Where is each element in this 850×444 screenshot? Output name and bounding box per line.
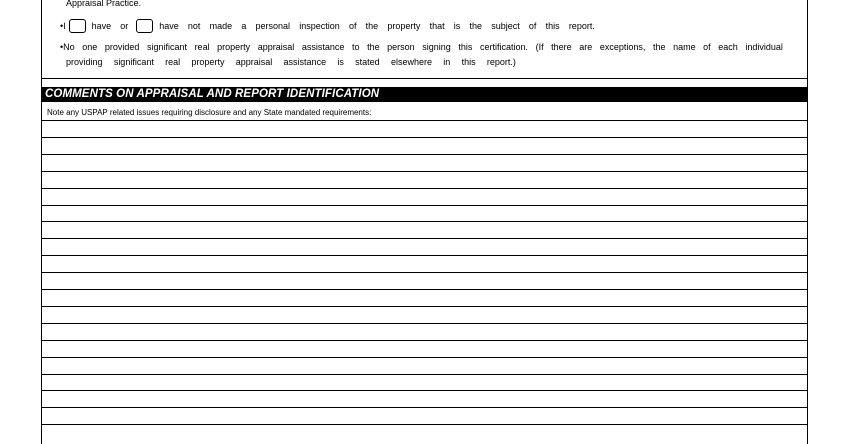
statement-word: appraisal [235,57,273,67]
statement-word: property [217,42,251,52]
statement-word: of [703,42,711,52]
section-header: COMMENTS ON APPRAISAL AND REPORT IDENTIFICATION [41,87,808,102]
statement-word: stated [355,57,380,67]
statement-word: in [443,57,451,67]
statement-word: that [429,21,445,31]
comment-line[interactable] [41,120,808,121]
have-or-text: have or [91,21,129,31]
statement-word: real [194,42,210,52]
statement-word: provided [104,42,140,52]
statement-word: there [551,42,572,52]
statement-word: assistance [283,57,327,67]
comment-line[interactable] [41,238,808,239]
statement-word: significant [113,57,154,67]
statement-word: •No [60,42,75,52]
comment-line[interactable] [41,205,808,206]
bullet-i-label: •I [60,21,66,31]
statement-word: assistance [301,42,345,52]
statement-word: individual [745,42,783,52]
comment-line[interactable] [41,374,808,375]
statement-word: person [387,42,415,52]
statement-word: exceptions, [599,42,646,52]
statement-word: the [365,21,379,31]
statement-word: one [82,42,98,52]
statement-word: made [209,21,233,31]
statement-word: this [461,57,476,67]
comment-line[interactable] [41,424,808,425]
statement-word: this [545,21,560,31]
comment-line[interactable] [41,255,808,256]
statement-word: property [191,57,225,67]
statement-word: real [165,57,181,67]
statement-word: each [718,42,738,52]
comment-line[interactable] [41,221,808,222]
statement-word: the [469,21,482,31]
statement-word: inspection [299,21,340,31]
comment-line[interactable] [41,171,808,172]
comment-line[interactable] [41,407,808,408]
statement-word: this [458,42,473,52]
comment-line[interactable] [41,340,808,341]
comment-line[interactable] [41,357,808,358]
statement-word: the [367,42,380,52]
statement-word: a [241,21,247,31]
statement-word: have [159,21,179,31]
statement-word: significant [146,42,187,52]
statement-word: of [348,21,357,31]
statement-word: not [187,21,201,31]
statement-word: is [453,21,461,31]
comment-line[interactable] [41,390,808,391]
uspap-note: Note any USPAP related issues requiring disclosure and any State mandated requirements: [47,108,372,117]
comment-line[interactable] [41,137,808,138]
statement-word: to [351,42,360,52]
statement-word: the [652,42,666,52]
comment-lines-area [41,0,808,444]
statement-word: name [673,42,696,52]
statement-word: is [337,57,344,67]
statement-word: (If [535,42,544,52]
statement-word: certification. [479,42,529,52]
comment-line[interactable] [41,154,808,155]
comment-line[interactable] [41,306,808,307]
statement-word: signing [422,42,451,52]
statement-word: of [528,21,537,31]
statement-word: appraisal [257,42,295,52]
comment-line[interactable] [41,323,808,324]
comment-line[interactable] [41,289,808,290]
statement-word: elsewhere [390,57,432,67]
appraisal-practice-text: Appraisal Practice. [66,0,142,8]
statement-word: providing [66,57,103,67]
statement-word: subject [491,21,520,31]
statement-word: are [579,42,593,52]
comment-line[interactable] [41,188,808,189]
statement-word: personal [255,21,291,31]
statement-word: report. [568,21,595,31]
comment-line[interactable] [41,272,808,273]
statement-word: report.) [486,57,516,67]
statement-word: property [387,21,421,31]
